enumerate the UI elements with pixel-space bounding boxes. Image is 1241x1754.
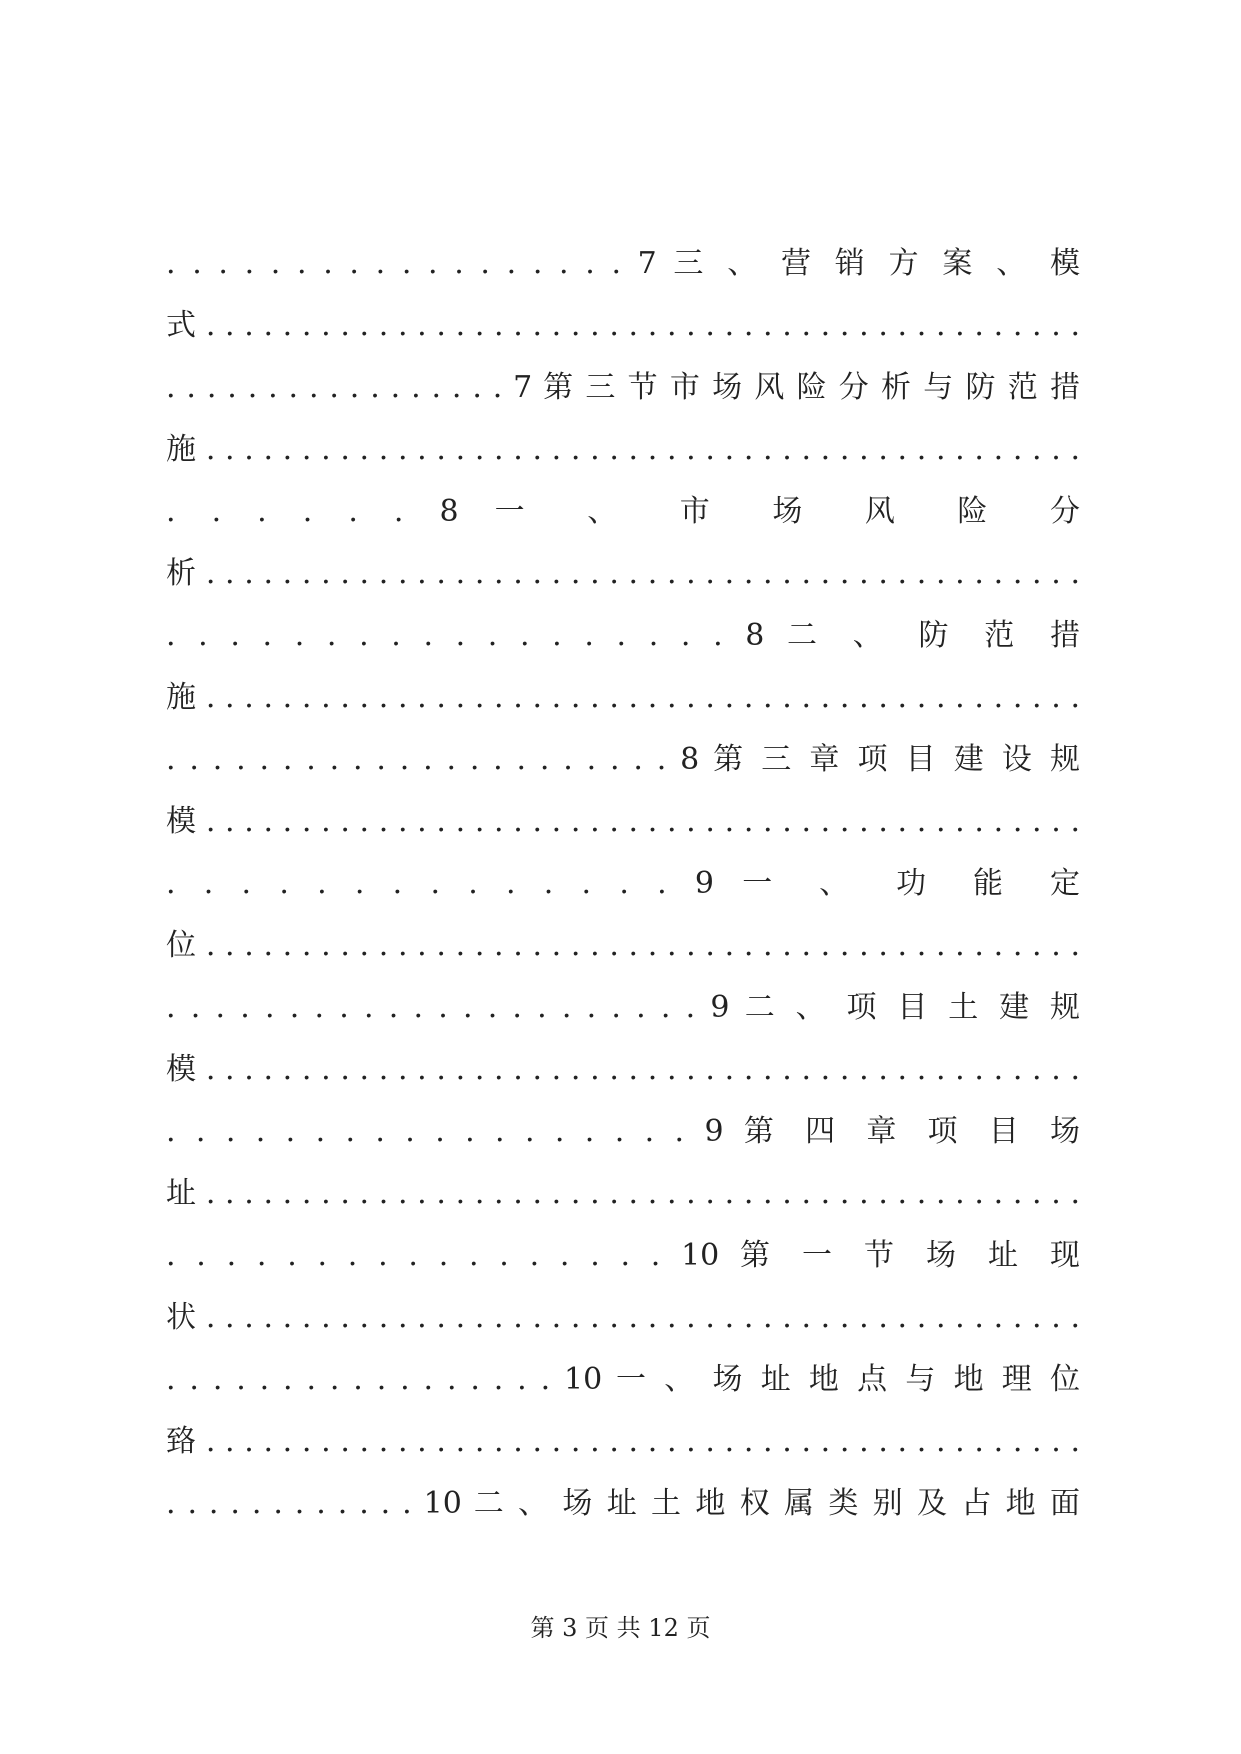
toc-line: 状 . . . . . . . . . . . . . . . . . . . . . . . . . . . . . . . . . . . . . . . . . . . . . . <box>166 1300 1080 1335</box>
toc-line: 位 . . . . . . . . . . . . . . . . . . . . . . . . . . . . . . . . . . . . . . . . . . . . . . <box>166 928 1080 963</box>
page-footer: 第 3 页 共 12 页 <box>530 1614 711 1642</box>
toc-line: . . . . . . . . . . . . . . . . . 10 一 、 场 址 地 点 与 地 理 位 <box>166 1362 1080 1397</box>
toc-line: 施 . . . . . . . . . . . . . . . . . . . . . . . . . . . . . . . . . . . . . . . . . . . . . . <box>166 432 1080 467</box>
toc-line: 模 . . . . . . . . . . . . . . . . . . . . . . . . . . . . . . . . . . . . . . . . . . . . . . <box>166 1052 1080 1087</box>
toc-line: . . . . . . . . . . . . . . . . . . . . . . 8 第 三 章 项 目 建 设 规 <box>166 742 1080 777</box>
toc-line: . . . . . . . . . . . . . . . . . . 8 二 、 防 范 措 <box>166 618 1080 653</box>
toc-line: 臵 . . . . . . . . . . . . . . . . . . . . . . . . . . . . . . . . . . . . . . . . . . . . . . <box>166 1424 1080 1459</box>
toc-line: 模 . . . . . . . . . . . . . . . . . . . . . . . . . . . . . . . . . . . . . . . . . . . . . . <box>166 804 1080 839</box>
toc-body <box>166 233 1080 1535</box>
toc-line: . . . . . . . . . . . . . . . . . . 9 第 四 章 项 目 场 <box>166 1114 1080 1149</box>
toc-line: 施 . . . . . . . . . . . . . . . . . . . . . . . . . . . . . . . . . . . . . . . . . . . . . . <box>166 680 1080 715</box>
toc-line: 析 . . . . . . . . . . . . . . . . . . . . . . . . . . . . . . . . . . . . . . . . . . . . . . <box>166 556 1080 591</box>
toc-line: . . . . . . . . . . . . . . . . . . 7 三 、 营 销 方 案 、 模 <box>166 246 1080 281</box>
toc-line: . . . . . . . . . . . . 10 二 、 场 址 土 地 权 属 类 别 及 占 地 面 <box>166 1486 1080 1521</box>
toc-line: . . . . . . . . . . . . . . . . . 7 第 三 节 市 场 风 险 分 析 与 防 范 措 <box>166 370 1080 405</box>
toc-line: . . . . . . . . . . . . . . 9 一 、 功 能 定 <box>166 866 1080 901</box>
toc-line: . . . . . . . . . . . . . . . . . 10 第 一 节 场 址 现 <box>166 1238 1080 1273</box>
toc-line: 址 . . . . . . . . . . . . . . . . . . . . . . . . . . . . . . . . . . . . . . . . . . . . . . <box>166 1176 1080 1211</box>
toc-line: 式 . . . . . . . . . . . . . . . . . . . . . . . . . . . . . . . . . . . . . . . . . . . . . . <box>166 308 1080 343</box>
toc-line: . . . . . . 8 一 、 市 场 风 险 分 <box>166 494 1080 529</box>
toc-line: . . . . . . . . . . . . . . . . . . . . . . 9 二 、 项 目 土 建 规 <box>166 990 1080 1025</box>
